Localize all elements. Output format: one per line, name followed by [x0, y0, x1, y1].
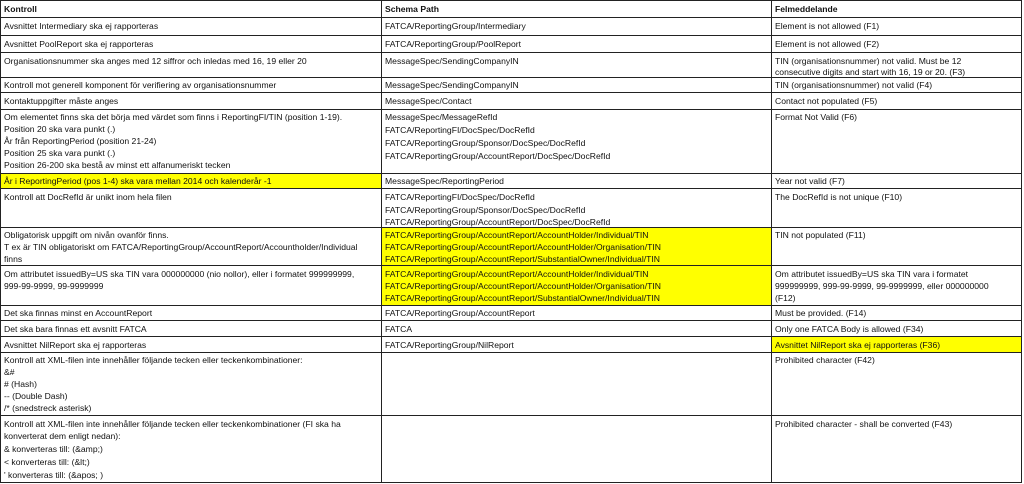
table-row [0, 173, 1022, 189]
kontroll-cell: Om attributet issuedBy=US ska TIN vara 000000000 (nio nollor), eller i formatet 999999999, 999-99-9999, 99-9999999 [0, 266, 382, 306]
schema-path-cell: FATCA/ReportingGroup/NilReport [382, 337, 772, 353]
kontroll-cell: Avsnittet PoolReport ska ej rapporteras [0, 36, 382, 53]
kontroll-cell: Obligatorisk uppgift om nivån ovanför finns. T ex är TIN obligatoriskt om FATCA/ReportingGroup/AccountReport/Accountholder/Individual finns [0, 228, 382, 266]
table-row [0, 227, 1022, 266]
table-row [0, 305, 1022, 321]
kontroll-cell: Kontroll att DocRefId är unikt inom hela filen [0, 189, 382, 228]
table-row [0, 415, 1022, 483]
felmeddelande-cell-highlighted: Avsnittet NilReport ska ej rapporteras (F36) [772, 337, 1022, 353]
felmeddelande-cell: Element is not allowed (F2) [772, 36, 1022, 53]
kontroll-cell: Kontroll att XML-filen inte innehåller följande tecken eller teckenkombinationer (FI ska ha konverterat dem enligt nedan): & konverteras till: (&amp;) < konverteras till: (&lt;) ' konverteras till: (&apos; ) [0, 416, 382, 483]
schema-path-cell [382, 353, 772, 416]
kontroll-cell: Om elementet finns ska det börja med värdet som finns i ReportingFI/TIN (position 1-19). Position 20 ska vara punkt (.) År från ReportingPeriod (position 21-24) Position 25 ska vara punkt (.) Position 26-200 ska bestå av minst ett alfanumeriskt tecken [0, 110, 382, 174]
kontroll-cell: Avsnittet NilReport ska ej rapporteras [0, 337, 382, 353]
table-header [0, 0, 1022, 18]
table-bottom-border [0, 482, 1022, 483]
header-schema-path: Schema Path [382, 1, 772, 18]
schema-path-cell: FATCA/ReportingGroup/Intermediary [382, 18, 772, 36]
kontroll-cell: Avsnittet Intermediary ska ej rapporteras [0, 18, 382, 36]
table-row [0, 336, 1022, 353]
felmeddelande-cell: Year not valid (F7) [772, 174, 1022, 189]
felmeddelande-cell: Only one FATCA Body is allowed (F34) [772, 321, 1022, 337]
table-row [0, 17, 1022, 36]
felmeddelande-cell: TIN not populated (F11) [772, 228, 1022, 266]
schema-path-cell-highlighted: FATCA/ReportingGroup/AccountReport/AccountHolder/Individual/TIN FATCA/ReportingGroup/AccountReport/AccountHolder/Organisation/TIN FATCA/ReportingGroup/AccountReport/SubstantialOwner/Individual/TIN [382, 266, 772, 306]
felmeddelande-cell: Om attributet issuedBy=US ska TIN vara i formatet 999999999, 999-99-9999, 99-9999999, eller 000000000 (F12) [772, 266, 1022, 306]
schema-path-cell: MessageSpec/Contact [382, 93, 772, 110]
schema-path-cell: MessageSpec/MessageRefId FATCA/ReportingFI/DocSpec/DocRefId FATCA/ReportingGroup/Sponsor/DocSpec/DocRefId FATCA/ReportingGroup/AccountReport/DocSpec/DocRefId [382, 110, 772, 174]
table-row [0, 265, 1022, 306]
kontroll-cell: Kontaktuppgifter måste anges [0, 93, 382, 110]
kontroll-cell: Det ska bara finnas ett avsnitt FATCA [0, 321, 382, 337]
schema-path-cell: FATCA/ReportingFI/DocSpec/DocRefId FATCA/ReportingGroup/Sponsor/DocSpec/DocRefId FATCA/ReportingGroup/AccountReport/DocSpec/DocRefId [382, 189, 772, 228]
felmeddelande-cell: The DocRefId is not unique (F10) [772, 189, 1022, 228]
felmeddelande-cell: Prohibited character (F42) [772, 353, 1022, 416]
kontroll-cell: Det ska finnas minst en AccountReport [0, 306, 382, 321]
felmeddelande-cell: Prohibited character - shall be converted (F43) [772, 416, 1022, 483]
felmeddelande-cell: Must be provided. (F14) [772, 306, 1022, 321]
felmeddelande-cell: TIN (organisationsnummer) not valid (F4) [772, 78, 1022, 93]
kontroll-cell: Organisationsnummer ska anges med 12 siffror och inledas med 16, 19 eller 20 [0, 53, 382, 78]
header-kontroll: Kontroll [0, 1, 382, 18]
schema-path-cell-highlighted: FATCA/ReportingGroup/AccountReport/AccountHolder/Individual/TIN FATCA/ReportingGroup/AccountReport/AccountHolder/Organisation/TIN FATCA/ReportingGroup/AccountReport/SubstantialOwner/Individual/TIN [382, 228, 772, 266]
schema-path-cell: FATCA/ReportingGroup/AccountReport [382, 306, 772, 321]
felmeddelande-cell: Format Not Valid (F6) [772, 110, 1022, 174]
table-row [0, 109, 1022, 174]
felmeddelande-cell: Contact not populated (F5) [772, 93, 1022, 110]
schema-path-cell: FATCA/ReportingGroup/PoolReport [382, 36, 772, 53]
felmeddelande-cell: Element is not allowed (F1) [772, 18, 1022, 36]
felmeddelande-cell: TIN (organisationsnummer) not valid. Must be 12 consecutive digits and start with 16, 19 or 20. (F3) [772, 53, 1022, 78]
schema-path-cell: MessageSpec/ReportingPeriod [382, 174, 772, 189]
schema-path-cell: MessageSpec/SendingCompanyIN [382, 53, 772, 78]
table-row [0, 320, 1022, 337]
table-row [0, 52, 1022, 78]
table-row [0, 35, 1022, 53]
schema-path-cell: FATCA [382, 321, 772, 337]
table-row [0, 352, 1022, 416]
kontroll-cell: Kontroll mot generell komponent för verifiering av organisationsnummer [0, 78, 382, 93]
table-row [0, 188, 1022, 228]
table-row [0, 77, 1022, 93]
schema-path-cell [382, 416, 772, 483]
kontroll-cell: Kontroll att XML-filen inte innehåller följande tecken eller teckenkombinationer: &# # (Hash) -- (Double Dash) /* (snedstreck asterisk) [0, 353, 382, 416]
header-felmeddelande: Felmeddelande [772, 1, 1022, 18]
kontroll-cell-highlighted: År i ReportingPeriod (pos 1-4) ska vara mellan 2014 och kalenderår -1 [0, 174, 382, 189]
schema-path-cell: MessageSpec/SendingCompanyIN [382, 78, 772, 93]
table-row [0, 92, 1022, 110]
